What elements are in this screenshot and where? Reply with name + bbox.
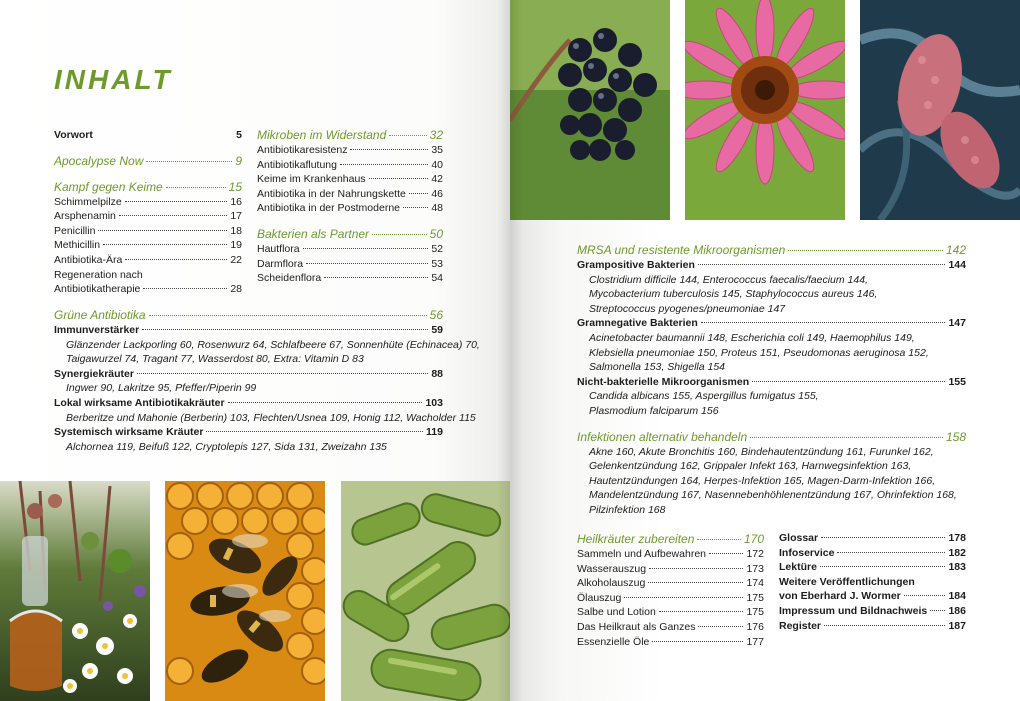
toc-label: Arsphenamin [54,210,116,223]
herbs-bottle-photo [0,481,150,701]
toc-page: 142 [945,243,966,257]
toc-subentries: Streptococcus pyogenes/pneumoniae 147 [589,302,786,315]
toc-page: 9 [235,153,242,168]
toc-subentries: Mandelentzündung 167, Nasennebenhöhlenentzündung 167, Ohrinfektion 168, [589,489,957,502]
toc-label: Systemisch wirksame Kräuter [54,426,204,439]
toc-entry[interactable] [54,253,242,268]
toc-label: MRSA und resistente Mikroorganismen [577,243,786,257]
toc-label: Infektionen alternativ behandeln [577,429,748,444]
toc-entry-immun[interactable] [54,323,443,338]
toc-label: Synergiekräuter [54,367,134,380]
right-page [510,0,1020,701]
toc-anhang [779,531,966,633]
toc-entry[interactable] [577,635,764,650]
toc-entry-regeneration[interactable] [54,282,242,297]
toc-label: Immunverstärker [54,324,140,336]
toc-label: Vorwort [54,129,93,141]
toc-page: 19 [230,239,242,252]
toc-entry[interactable] [257,158,443,173]
toc-mrsa [577,242,966,518]
toc-label: Bakterien als Partner [257,226,370,241]
toc-label: Darmflora [257,257,304,270]
toc-section-gruene[interactable] [54,307,443,323]
toc-entry-infoservice[interactable] [779,546,966,561]
toc-label: Kampf gegen Keime [54,179,163,194]
toc-label: Keime im Krankenhaus [257,173,366,186]
toc-section-heilkraeuter[interactable] [577,531,764,547]
toc-page: 59 [431,324,443,336]
toc-page: 175 [746,606,764,619]
toc-page: 52 [431,242,443,255]
toc-entry-lokal[interactable] [54,396,443,411]
toc-page: 176 [746,620,764,633]
toc-page: 155 [948,375,966,388]
toc-label: Weitere Veröffentlichungen [779,575,915,588]
toc-page: 46 [431,187,443,200]
toc-section-apocalypse[interactable] [54,153,242,169]
toc-label: Penicillin [54,224,96,237]
toc-page: 32 [429,128,443,142]
page-title: INHALT [54,64,173,95]
toc-gruene-antibiotika [54,307,480,454]
bees-honeycomb-photo [165,481,325,701]
toc-page: 184 [948,590,966,603]
toc-entry[interactable] [257,242,443,257]
toc-entry[interactable] [577,547,764,562]
toc-page: 183 [948,561,966,574]
toc-subentries: Alchornea 119, Beifuß 122, Cryptolepis 127, Sida 131, Zweizahn 135 [66,440,387,453]
toc-subentries: Acinetobacter baumannii 148, Escherichia coli 149, Haemophilus 149, [589,331,915,344]
toc-page: 119 [426,426,443,439]
toc-subentries: Plasmodium falciparum 156 [589,404,719,417]
toc-page: 48 [431,202,443,215]
toc-page: 172 [746,548,764,560]
toc-label: Grampositive Bakterien [577,259,695,271]
toc-subentries: Ingwer 90, Lakritze 95, Pfeffer/Piperin 99 [66,382,257,395]
toc-entry-weitere[interactable] [779,589,966,604]
toc-entry-gramneg[interactable] [577,316,966,331]
toc-page: 103 [425,396,443,409]
toc-label: Ölauszug [577,591,622,604]
toc-label: Antibiotika-Ära [54,253,123,266]
toc-label: Regeneration nach [54,268,143,281]
toc-page: 22 [230,253,242,266]
toc-column-2 [257,127,443,286]
toc-label: Schimmelpilze [54,195,122,208]
microscope-bacteria-photo [860,0,1020,220]
toc-label: Wasserauszug [577,562,647,575]
toc-label: Grüne Antibiotika [54,308,146,322]
toc-page: 28 [230,283,242,296]
toc-label: Sammeln und Aufbewahren [577,548,706,560]
toc-subentries: Gelenkentzündung 162, Grippaler Infekt 163, Harnwegsinfektion 163, [589,460,912,473]
toc-entry[interactable] [577,605,764,620]
toc-label: Glossar [779,532,819,544]
toc-page: 35 [431,144,443,156]
toc-page: 53 [431,257,443,270]
toc-page: 50 [429,226,443,241]
toc-page: 177 [746,635,764,648]
toc-section-mikroben[interactable] [257,127,443,143]
toc-entry-lektuere[interactable] [779,560,966,575]
toc-entry[interactable] [257,187,443,202]
toc-entry-grampos[interactable] [577,258,966,273]
toc-subentries: Hautentzündungen 164, Herpes-Infektion 165, Magen-Darm-Infektion 166, [589,474,936,487]
toc-page: 175 [746,591,764,604]
toc-entry-regeneration-line1[interactable] [54,268,242,283]
toc-entry-system[interactable] [54,425,443,440]
toc-label: Impressum und Bildnachweis [779,604,928,617]
toc-page: 15 [228,179,242,194]
toc-label: Infoservice [779,546,835,559]
toc-entry[interactable] [577,562,764,577]
toc-subentries: Mycobacterium tuberculosis 145, Staphylococcus aureus 146, [589,288,878,301]
toc-label: Lektüre [779,561,817,574]
toc-page: 56 [429,308,443,322]
toc-page: 186 [948,604,966,617]
toc-label: Antibiotikaresistenz [257,144,348,156]
toc-label: Hautflora [257,242,300,255]
toc-page: 182 [948,546,966,559]
toc-label: Essenzielle Öle [577,635,650,648]
toc-heilkraeuter [577,531,764,649]
toc-entry[interactable] [577,591,764,606]
toc-entry-synergie[interactable] [54,367,443,382]
toc-page: 5 [236,129,242,141]
toc-entry[interactable] [257,201,443,216]
toc-page: 42 [431,173,443,186]
toc-subentries: Klebsiella pneumoniae 150, Proteus 151, Pseudomonas aeruginosa 152, [589,346,929,359]
toc-entry-nichtbakteriell[interactable] [577,375,966,390]
toc-subentries: Salmonella 153, Shigella 154 [589,361,726,374]
toc-entry[interactable] [54,209,242,224]
toc-page: 158 [945,429,966,444]
toc-label: Antibiotikatherapie [54,283,141,296]
toc-label: Apocalypse Now [54,153,144,168]
toc-entry-glossar[interactable] [779,531,966,546]
toc-page: 173 [746,562,764,575]
toc-label: Alkoholauszug [577,577,646,590]
toc-label: von Eberhard J. Wormer [779,590,901,603]
toc-page: 174 [746,577,764,590]
toc-entry-register[interactable] [779,619,966,634]
toc-subentries: Candida albicans 155, Aspergillus fumigatus 155, [589,390,819,403]
toc-page: 147 [948,317,966,330]
toc-entry-vorwort[interactable] [54,128,242,143]
toc-section-infektionen[interactable] [577,429,966,445]
toc-label: Das Heilkraut als Ganzes [577,620,696,633]
toc-entry-weitere-line1[interactable] [779,575,966,590]
toc-label: Methicillin [54,239,101,252]
toc-label: Antibiotika in der Postmoderne [257,202,400,215]
toc-entry[interactable] [257,271,443,286]
toc-entry[interactable] [54,224,242,239]
toc-subentries: Akne 160, Akute Bronchitis 160, Bindehautentzündung 161, Furunkel 162, [589,445,934,458]
toc-entry[interactable] [54,238,242,253]
toc-subentries: Pilzinfektion 168 [589,503,666,516]
toc-page: 88 [431,367,443,380]
toc-section-mrsa[interactable] [577,242,966,258]
toc-page: 40 [431,158,443,171]
toc-column-1 [54,128,242,297]
toc-page: 16 [230,195,242,208]
toc-section-kampf[interactable] [54,179,242,195]
toc-subentries: Berberitze und Mahonie (Berberin) 103, Flechten/Usnea 109, Honig 112, Wacholder 115 [66,411,476,424]
toc-label: Lokal wirksame Antibiotikakräuter [54,396,225,409]
toc-page: 178 [948,532,966,544]
toc-label: Salbe und Lotion [577,606,656,619]
toc-page: 18 [230,224,242,237]
toc-entry[interactable] [257,172,443,187]
toc-entry[interactable] [577,576,764,591]
elderberries-photo [510,0,670,220]
toc-page: 54 [431,272,443,285]
bacteria-render-photo [341,481,510,701]
toc-entry[interactable] [257,257,443,272]
toc-section-bakterien[interactable] [257,226,443,242]
toc-subentries: Clostridium difficile 144, Enterococcus faecalis/faecium 144, [589,273,868,286]
toc-label: Gramnegative Bakterien [577,317,698,330]
toc-label: Antibiotika in der Nahrungskette [257,187,406,200]
toc-entry[interactable] [577,620,764,635]
toc-label: Scheidenflora [257,272,322,285]
toc-page: 187 [948,619,966,632]
toc-page: 17 [230,210,242,223]
toc-entry[interactable] [54,195,242,210]
toc-entry-impressum[interactable] [779,604,966,619]
toc-label: Antibiotikaflutung [257,158,337,171]
toc-label: Mikroben im Widerstand [257,128,387,142]
echinacea-flower-photo [685,0,845,220]
toc-label: Register [779,619,822,632]
toc-subentries: Taigawurzel 74, Tragant 77, Wasserdost 80, Extra: Vitamin D 83 [66,353,364,366]
toc-label: Nicht-bakterielle Mikroorganismen [577,375,750,388]
toc-label: Heilkräuter zubereiten [577,532,695,546]
toc-entry[interactable] [257,143,443,158]
toc-subentries: Glänzender Lackporling 60, Rosenwurz 64, Schlafbeere 67, Sonnenhüte (Echinacea) 70, [66,338,480,351]
toc-page: 170 [743,532,764,546]
toc-page: 144 [948,259,966,271]
book-gutter-shadow [497,0,523,701]
